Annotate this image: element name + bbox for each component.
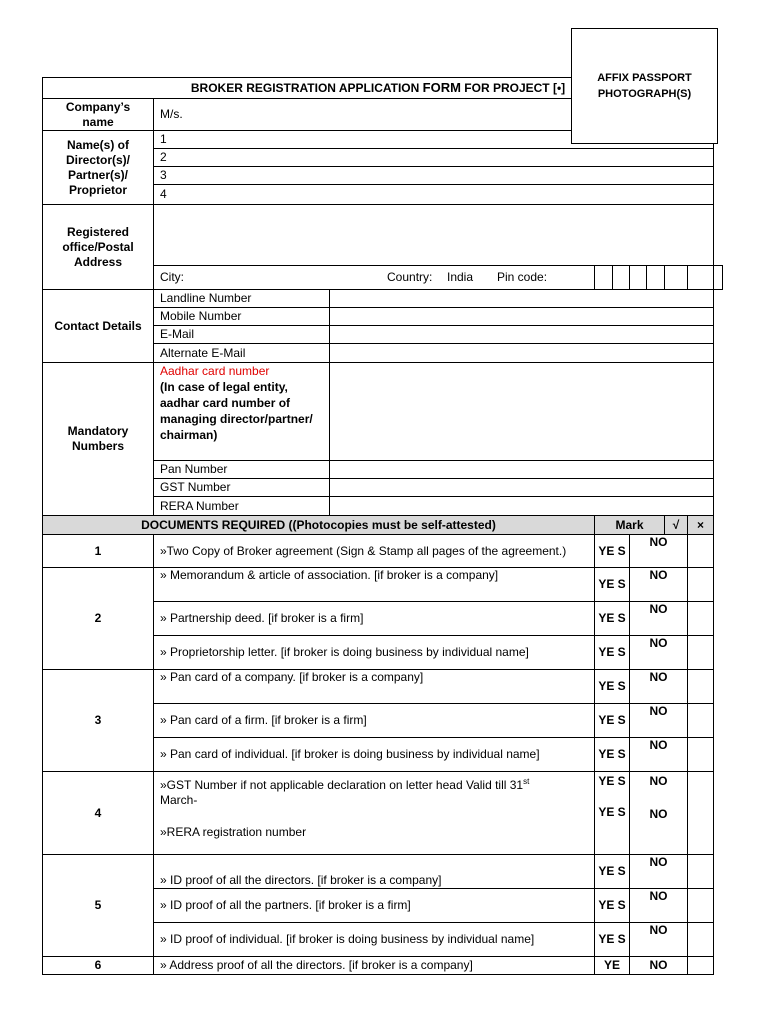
pin-code-label-cell — [595, 266, 613, 290]
doc-item-2-1: » Memorandum & article of association. [if broker is a company] — [154, 568, 595, 602]
no-option[interactable]: NO — [630, 636, 688, 670]
yes-option[interactable]: YE S — [598, 805, 626, 819]
pin-digit-3[interactable] — [647, 266, 665, 290]
address-field[interactable] — [154, 205, 714, 266]
no-option[interactable]: NO — [630, 568, 688, 602]
mark-cell[interactable] — [688, 636, 714, 670]
mark-cell[interactable] — [688, 704, 714, 738]
director-row-1[interactable]: 1 — [154, 131, 714, 149]
photo-label-line1: AFFIX PASSPORT — [597, 72, 692, 84]
gst-number-label: GST Number — [154, 479, 330, 497]
doc-item-2-2: » Partnership deed. [if broker is a firm] — [154, 602, 595, 636]
yes-option[interactable]: YE — [595, 957, 630, 975]
mobile-label: Mobile Number — [154, 308, 330, 326]
mark-cell[interactable] — [688, 772, 714, 855]
city-country-row — [154, 266, 595, 290]
doc-num-2: 2 — [43, 568, 154, 670]
alt-email-field[interactable] — [330, 344, 714, 363]
no-options-4 — [630, 772, 688, 855]
cross-header: × — [688, 516, 714, 535]
no-option[interactable]: NO — [630, 957, 688, 975]
doc-item-6-1: » Address proof of all the directors. [if broker is a company] — [154, 957, 595, 975]
email-label: E-Mail — [154, 326, 330, 344]
doc-num-6: 6 — [43, 957, 154, 975]
doc-item-2-3: » Proprietorship letter. [if broker is doing business by individual name] — [154, 636, 595, 670]
yes-option[interactable]: YE S — [595, 670, 630, 704]
photo-label-line2: PHOTOGRAPH(S) — [597, 88, 692, 100]
doc-num-5: 5 — [43, 855, 154, 957]
no-option[interactable]: NO — [630, 535, 688, 568]
mandatory-numbers-label: Mandatory Numbers — [43, 363, 154, 516]
gst-number-field[interactable] — [330, 479, 714, 497]
no-option[interactable]: NO — [630, 602, 688, 636]
yes-option[interactable]: YE S — [595, 704, 630, 738]
director-row-4[interactable]: 4 — [154, 185, 714, 205]
mark-header: Mark — [595, 516, 665, 535]
doc-num-3: 3 — [43, 670, 154, 772]
no-option[interactable]: NO — [630, 889, 688, 923]
pin-digit-5[interactable] — [688, 266, 714, 290]
company-name-field[interactable]: M/s. — [154, 99, 714, 131]
mark-cell[interactable] — [688, 855, 714, 889]
mobile-field[interactable] — [330, 308, 714, 326]
pan-number-field[interactable] — [330, 461, 714, 479]
doc-item-3-3: » Pan card of individual. [if broker is doing business by individual name] — [154, 738, 595, 772]
rera-number-field[interactable] — [330, 497, 714, 516]
yes-option[interactable]: YE S — [595, 738, 630, 772]
doc-item-4-1-sup: st — [523, 777, 530, 786]
doc-item-5-2: » ID proof of all the partners. [if broker is a firm] — [154, 889, 595, 923]
city-label: City: — [160, 270, 184, 284]
no-option[interactable]: NO — [630, 855, 688, 889]
mark-cell[interactable] — [688, 670, 714, 704]
mark-cell[interactable] — [688, 738, 714, 772]
doc-items-4 — [154, 772, 595, 855]
directors-label: Name(s) of Director(s)/ Partner(s)/ Proprietor — [43, 131, 154, 205]
contact-details-label: Contact Details — [43, 290, 154, 363]
email-field[interactable] — [330, 326, 714, 344]
documents-header: DOCUMENTS REQUIRED ((Photocopies must be self-attested) — [43, 516, 595, 535]
title-suffix: FOR PROJECT [•] — [464, 81, 566, 95]
yes-option[interactable]: YE S — [595, 923, 630, 957]
pin-digit-1[interactable] — [613, 266, 630, 290]
pin-digit-2[interactable] — [630, 266, 647, 290]
doc-num-4: 4 — [43, 772, 154, 855]
yes-options-4 — [595, 772, 630, 855]
mark-cell[interactable] — [688, 602, 714, 636]
pin-digit-4[interactable] — [665, 266, 688, 290]
company-name-label: Company’s name — [43, 99, 154, 131]
no-option[interactable]: NO — [630, 704, 688, 738]
doc-item-5-3: » ID proof of individual. [if broker is doing business by individual name] — [154, 923, 595, 957]
no-option[interactable]: NO — [630, 738, 688, 772]
yes-option[interactable]: YE S — [595, 602, 630, 636]
yes-option[interactable]: YE S — [595, 855, 630, 889]
aadhar-label: Aadhar card number — [160, 364, 270, 378]
yes-option[interactable]: YE S — [598, 774, 626, 788]
aadhar-label-cell — [154, 363, 330, 461]
director-row-3[interactable]: 3 — [154, 167, 714, 185]
mark-cell[interactable] — [688, 923, 714, 957]
country-value: India — [447, 270, 474, 284]
doc-item-5-1: » ID proof of all the directors. [if broker is a company] — [154, 855, 595, 889]
landline-label: Landline Number — [154, 290, 330, 308]
pin-digit-6[interactable] — [714, 266, 723, 290]
alt-email-label: Alternate E-Mail — [154, 344, 330, 363]
doc-item-4-1-cont: March- — [160, 793, 198, 807]
doc-item-3-2: » Pan card of a firm. [if broker is a firm] — [154, 704, 595, 738]
broker-registration-form — [42, 77, 723, 975]
photo-box — [571, 28, 718, 144]
country-label: Country: — [387, 270, 433, 284]
address-label: Registered office/Postal Address — [43, 205, 154, 290]
mark-cell[interactable] — [688, 535, 714, 568]
no-option[interactable]: NO — [630, 923, 688, 957]
doc-item-4-1: »GST Number if not applicable declaration on letter head Valid till 31 — [160, 778, 524, 792]
title-form-word: FORM — [422, 80, 461, 95]
landline-field[interactable] — [330, 290, 714, 308]
rera-number-label: RERA Number — [154, 497, 330, 516]
director-row-2[interactable]: 2 — [154, 149, 714, 167]
pin-code-label: Pin code: — [497, 270, 548, 284]
mark-cell[interactable] — [688, 957, 714, 975]
pan-number-label: Pan Number — [154, 461, 330, 479]
tick-header: √ — [665, 516, 688, 535]
yes-option[interactable]: YE S — [595, 636, 630, 670]
doc-item-4-2: »RERA registration number — [160, 825, 307, 839]
no-option[interactable]: NO — [649, 774, 668, 788]
doc-num-1: 1 — [43, 535, 154, 568]
doc-item-3-1: » Pan card of a company. [if broker is a company] — [154, 670, 595, 704]
no-option[interactable]: NO — [630, 670, 688, 704]
aadhar-note: (In case of legal entity, aadhar card number of managing director/partner/ chairman) — [160, 380, 313, 442]
doc-item-1-1: »Two Copy of Broker agreement (Sign & Stamp all pages of the agreement.) — [154, 535, 595, 568]
yes-option[interactable]: YE S — [595, 535, 630, 568]
title-prefix: BROKER REGISTRATION APPLICATION — [190, 81, 420, 95]
mark-cell[interactable] — [688, 568, 714, 602]
mark-cell[interactable] — [688, 889, 714, 923]
yes-option[interactable]: YE S — [595, 889, 630, 923]
aadhar-field[interactable] — [330, 363, 714, 461]
yes-option[interactable]: YE S — [595, 568, 630, 602]
no-option[interactable]: NO — [649, 807, 668, 821]
